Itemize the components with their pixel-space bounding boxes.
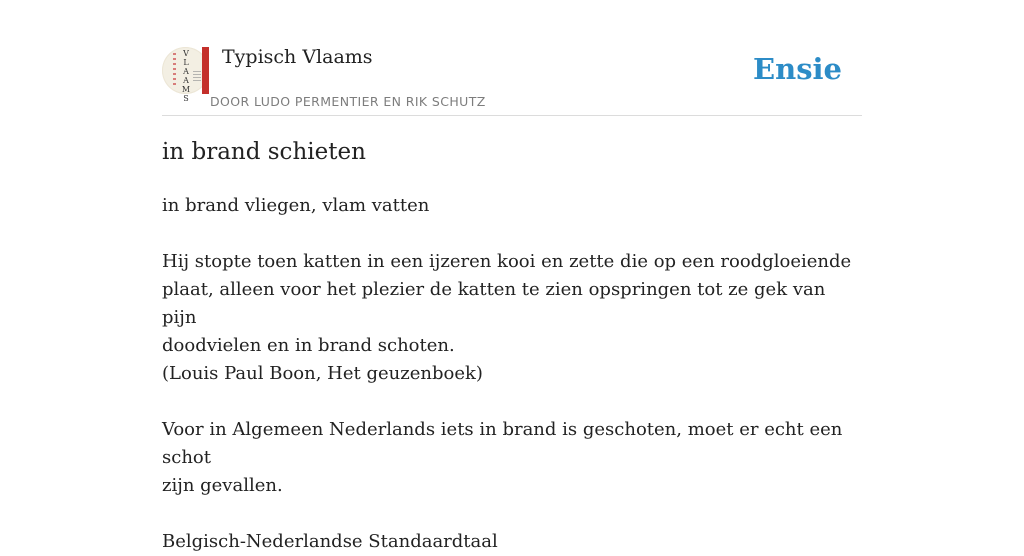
- entry-card: [162, 0, 862, 552]
- header: [162, 0, 862, 116]
- quote-source: (Louis Paul Boon, Het geuzenboek): [162, 363, 483, 384]
- cover-small-text: [193, 71, 201, 83]
- cover-red-edge: [202, 47, 209, 94]
- quote-line: plaat, alleen voor het plezier de katten te zien opspringen tot ze gek van pijn: [162, 279, 826, 328]
- note-line: zijn gevallen.: [162, 475, 283, 496]
- quote-line: doodvielen en in brand schoten.: [162, 335, 455, 356]
- entry-body: [162, 192, 862, 556]
- ensie-logo-link[interactable]: Ensie: [753, 52, 842, 86]
- authors-byline: DOOR LUDO PERMENTIER EN RIK SCHUTZ: [210, 94, 486, 109]
- note-line: Voor in Algemeen Nederlands iets in brand is geschoten, moet er echt een schot: [162, 419, 843, 468]
- quote-line: Hij stopte toen katten in een ijzeren kooi en zette die op een roodgloeiende: [162, 251, 852, 272]
- entry-title: in brand schieten: [162, 139, 366, 165]
- definition-text: in brand vliegen, vlam vatten: [162, 195, 430, 216]
- paragraph-gap: [162, 220, 862, 248]
- category-label: Belgisch-Nederlandse Standaardtaal: [162, 531, 498, 552]
- paragraph-gap: [162, 388, 862, 416]
- cover-side-lettering: [173, 53, 176, 87]
- book-title-link[interactable]: Typisch Vlaams: [222, 46, 373, 68]
- paragraph-gap: [162, 500, 862, 528]
- book-cover-image[interactable]: [162, 47, 209, 103]
- cover-title-lettering: V L A A M S: [181, 49, 191, 103]
